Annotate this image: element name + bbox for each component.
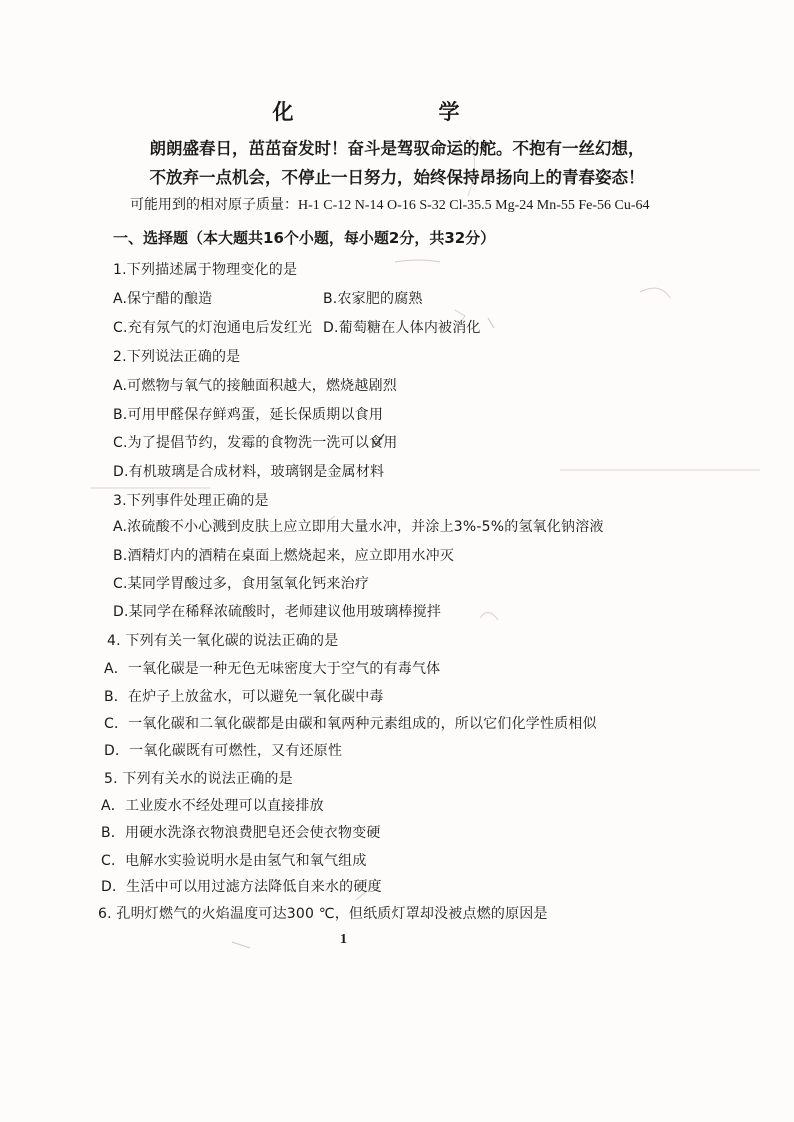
question-3-stem: 3.下列事件处理正确的是 (113, 493, 269, 509)
page-title: 化 学 (272, 100, 522, 124)
atomic-masses: 可能用到的相对原子质量：H-1 C-12 N-14 O-16 S-32 Cl-35.5 Mg-24 Mn-55 Fe-56 Cu-64 (130, 198, 650, 213)
question-5-option-d: D．生活中可以用过滤方法降低自来水的硬度 (101, 879, 382, 895)
question-5-stem: 5. 下列有关水的说法正确的是 (104, 771, 293, 787)
question-5-option-a: A．工业废水不经处理可以直接排放 (101, 798, 324, 814)
question-6-stem: 6. 孔明灯燃气的火焰温度可达300 ℃，但纸质灯罩却没被点燃的原因是 (98, 906, 548, 922)
question-1-option-d: D.葡萄糖在人体内被消化 (323, 320, 481, 336)
question-2-option-d: D.有机玻璃是合成材料，玻璃钢是金属材料 (113, 464, 385, 480)
question-5-option-c: C．电解水实验说明水是由氢气和氧气组成 (101, 853, 367, 869)
question-4-option-c: C．一氧化碳和二氧化碳都是由碳和氧两种元素组成的，所以它们化学性质相似 (104, 716, 597, 732)
question-2-option-b: B.可用甲醛保存鲜鸡蛋，延长保质期以食用 (113, 407, 384, 423)
section-heading: 一、选择题（本大题共16个小题，每小题2分，共32分） (113, 229, 496, 247)
question-2-option-c: C.为了提倡节约，发霉的食物洗一洗可以食用 (113, 435, 398, 451)
question-1-stem: 1.下列描述属于物理变化的是 (113, 262, 298, 278)
question-1-option-c: C.充有氖气的灯泡通电后发红光 (113, 320, 313, 336)
question-4-option-b: B．在炉子上放盆水，可以避免一氧化碳中毒 (104, 689, 384, 705)
question-1-option-a: A.保宁醋的酿造 (113, 291, 213, 307)
question-3-option-b: B.酒精灯内的酒精在桌面上燃烧起来，应立即用水冲灭 (113, 548, 455, 564)
page-number: 1 (340, 932, 347, 947)
question-4-option-d: D．一氧化碳既有可燃性，又有还原性 (104, 743, 343, 759)
question-3-option-c: C.某同学胃酸过多，食用氢氧化钙来治疗 (113, 576, 370, 592)
motto-line-2: 不放弃一点机会，不停止一日努力，始终保持昂扬向上的青春姿态！ (149, 168, 645, 187)
question-3-option-a: A.浓硫酸不小心溅到皮肤上应立即用大量水冲，并涂上3%-5%的氢氧化钠溶液 (113, 519, 604, 535)
question-2-option-a: A.可燃物与氧气的接触面积越大，燃烧越剧烈 (113, 378, 397, 394)
question-2-stem: 2.下列说法正确的是 (113, 349, 241, 365)
question-1-option-b: B.农家肥的腐熟 (323, 291, 423, 307)
motto-line-1: 朗朗盛春日，茁茁奋发时！奋斗是驾驭命运的舵。不抱有一丝幻想， (149, 139, 645, 158)
question-4-stem: 4. 下列有关一氧化碳的说法正确的是 (107, 633, 339, 649)
question-3-option-d: D.某同学在稀释浓硫酸时，老师建议他用玻璃棒搅拌 (113, 604, 442, 620)
question-4-option-a: A．一氧化碳是一种无色无味密度大于空气的有毒气体 (104, 661, 441, 677)
question-5-option-b: B．用硬水洗涤衣物浪费肥皂还会使衣物变硬 (101, 825, 381, 841)
